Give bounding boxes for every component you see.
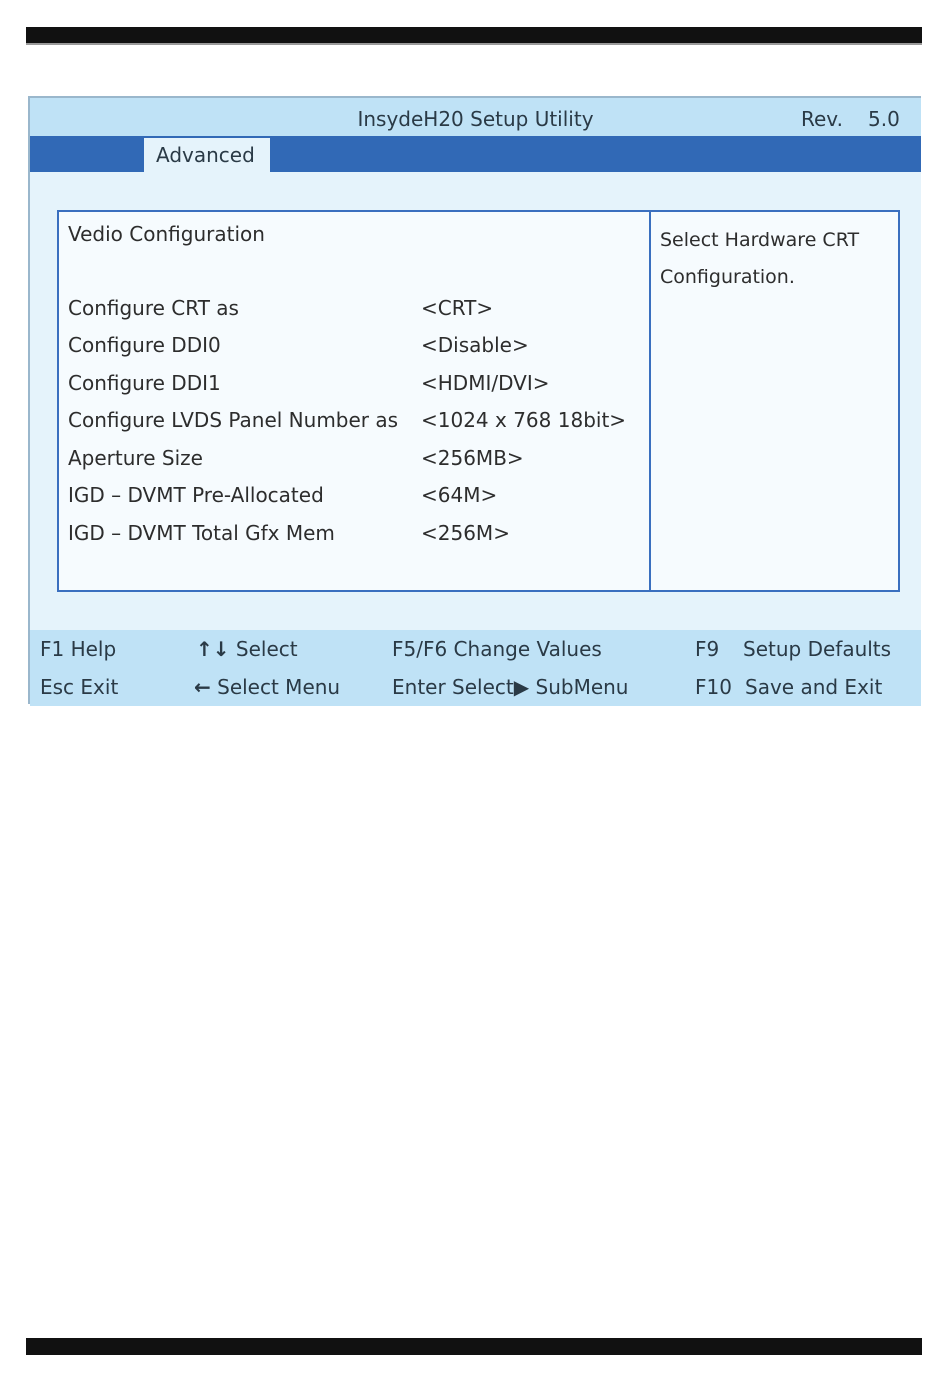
setting-value[interactable]: <1024 x 768 18bit> [421,408,627,432]
f9-setup-defaults: Setup Defaults [743,637,892,661]
f9-key: F9 [695,637,720,661]
help-text: Select Hardware CRT Configuration. [660,229,860,288]
setting-label: IGD – DVMT Total Gfx Mem [68,521,335,545]
select-updown-legend [196,637,298,661]
arrow-up-icon: ↑ [196,637,213,661]
setting-value[interactable]: <HDMI/DVI> [421,371,550,395]
arrow-down-icon: ↓ [212,637,230,661]
triangle-right-icon: ▶ [513,675,530,699]
revision-label: Rev. [801,107,843,131]
setting-value[interactable]: <256MB> [421,446,524,470]
f10-key: F10 [695,675,732,699]
page-bottom-bar [26,1338,922,1355]
submenu-label: SubMenu [535,675,629,699]
setting-value[interactable]: <256M> [421,521,510,545]
select-menu-legend [194,675,340,699]
enter-select-label: Enter Select [392,675,514,699]
page-top-bar-line [26,43,922,45]
tab-advanced[interactable]: Advanced [144,138,270,174]
setting-row-dvmt-total-gfx-mem[interactable] [59,521,647,555]
setting-row-configure-ddi0[interactable] [59,333,647,367]
section-title: Vedio Configuration [68,222,265,246]
setting-label: Configure LVDS Panel Number as [68,408,399,432]
f1-help: F1 Help [40,637,117,661]
setting-label: IGD – DVMT Pre-Allocated [68,483,324,507]
setting-value[interactable]: <CRT> [421,296,494,320]
setting-row-lvds-panel[interactable] [59,408,647,442]
setting-row-configure-ddi1[interactable] [59,371,647,405]
setup-utility-title: InsydeH20 Setup Utility [357,107,594,131]
setting-label: Configure DDI0 [68,333,221,357]
arrow-left-icon: ← [194,675,211,699]
title-bar [30,98,921,136]
setting-label: Configure DDI1 [68,371,221,395]
setting-row-configure-crt[interactable] [59,296,647,330]
esc-exit: Esc Exit [40,675,119,699]
setting-row-dvmt-pre-allocated[interactable] [59,483,647,517]
key-legend-footer [30,630,921,706]
setting-value[interactable]: <64M> [421,483,498,507]
setting-row-aperture-size[interactable] [59,446,647,480]
enter-select-legend [392,675,628,699]
select-label: Select [235,637,298,661]
f10-save-and-exit: Save and Exit [745,675,883,699]
bios-setup-window [28,96,921,704]
panel-divider [649,212,651,590]
f5-f6-change-values: F5/F6 Change Values [392,637,602,661]
select-menu-label: Select Menu [217,675,341,699]
setting-label: Aperture Size [68,446,203,470]
setting-value[interactable]: <Disable> [421,333,529,357]
page-top-bar [26,27,922,43]
setting-label: Configure CRT as [68,296,239,320]
settings-panel [57,210,900,592]
revision-value: 5.0 [868,107,900,131]
